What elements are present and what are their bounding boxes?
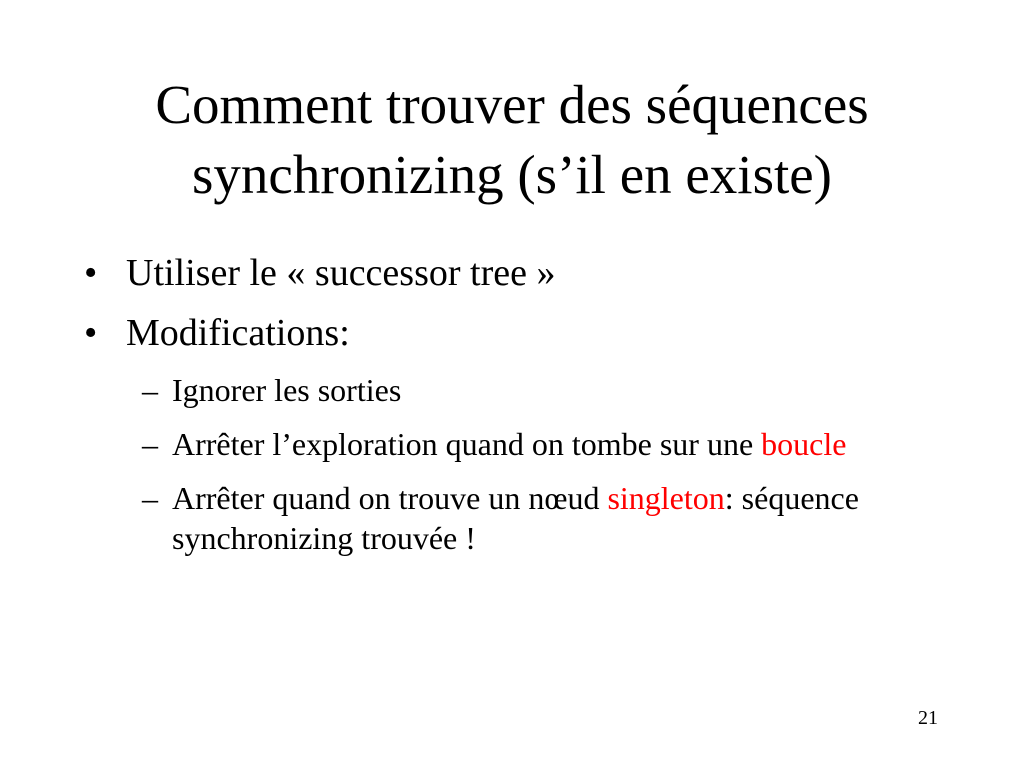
sub-item-text-after: : séquence synchronizing trouvée ! (172, 480, 859, 556)
dash-marker: – (142, 372, 158, 408)
dash-marker: – (142, 480, 158, 516)
bullet-marker: • (84, 312, 98, 354)
sub-item-text: Ignorer les sorties (172, 372, 402, 408)
bullet-text: Utiliser le « successor tree » (126, 252, 556, 294)
slide-title-line-1: Comment trouver des séquences (155, 74, 869, 135)
highlight-term-boucle: boucle (761, 426, 847, 462)
highlight-term-singleton: singleton (607, 480, 725, 516)
bullet-item-modifications (84, 310, 934, 356)
bullet-marker: • (84, 252, 98, 294)
dash-marker: – (142, 426, 158, 462)
sub-item-ignore-outputs (84, 370, 934, 410)
sub-item-text: Arrêter quand on trouve un nœud (172, 480, 608, 516)
slide-title (60, 70, 964, 210)
bullet-item-successor-tree (84, 250, 934, 296)
bullet-text: Modifications: (126, 312, 350, 354)
slide-body (84, 250, 934, 572)
sub-item-text: Arrêter l’exploration quand on tombe sur une (172, 426, 762, 462)
sub-item-stop-on-singleton (84, 478, 934, 558)
slide-title-line-2: synchronizing (s’il en existe) (192, 144, 832, 205)
sub-item-stop-on-loop (84, 424, 934, 464)
page-number: 21 (918, 707, 938, 729)
